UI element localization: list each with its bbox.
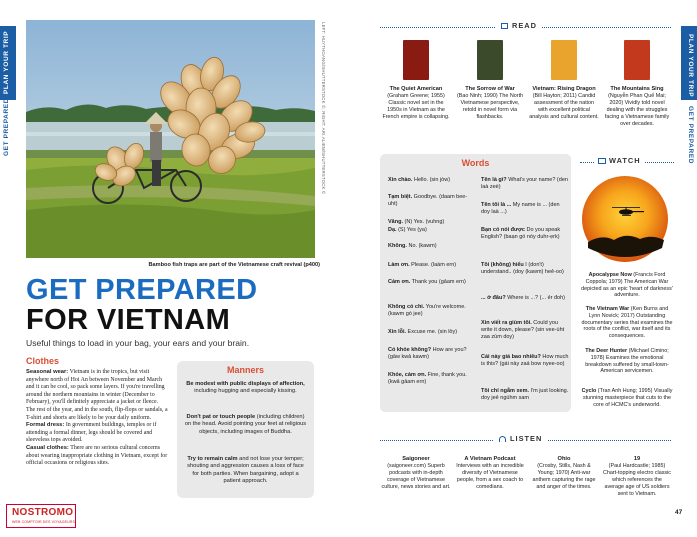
phrase-en: Fine, thank you. (kwả gảam ern) [388,372,467,386]
book-title: The Quiet American [389,86,443,92]
clothes-casual-label: Casual clothes: [26,444,69,451]
bamboo-fish-traps-photo [26,20,315,258]
page-subtitle: Useful things to load in your bag, your ears and your brain. [26,338,250,348]
phrase-item [481,388,569,402]
phrase-en: Excuse me. (sin lōy) [406,329,458,335]
left-edge-plan-label: PLAN YOUR TRIP [3,30,10,94]
clothes-heading: Clothes [26,356,60,366]
phrase-item [388,219,476,226]
listen-title: Ohio [557,456,571,462]
right-edge-tab [681,0,697,537]
phrase-vn: Xin viết ra giùm tôi. [481,320,532,326]
phrase-vn: Dạ. [388,227,397,233]
watch-title: The Deer Hunter [585,348,628,354]
watch-item [580,348,674,375]
book-cover-quiet-american [403,40,429,80]
watermark-stamp [6,504,76,528]
phrase-en: (N) Yes. (vuhng) [402,219,445,225]
manners-box [177,361,314,498]
manners-item-bold: Be modest with public displays of affection, [186,381,305,387]
phrase-vn: Vâng. [388,219,403,225]
phrase-vn: ... ở đâu? [481,295,506,301]
phrase-item [388,304,476,318]
clothes-casual-text: There are no serious cultural concerns about wearing inappropriate clothing in Vietnam, except for official occasions or religious sites. [26,444,168,467]
phrase-item [481,202,569,216]
manners-item-text: and not lose your temper; shouting and aggression causes a loss of face for both parties. When bargaining, adopt a patient approach. [187,456,304,485]
listen-title: A Vietnam Podcast [464,456,516,462]
phrase-item [388,372,476,386]
watch-label-wrap [594,156,645,165]
watch-desc: (Francis Ford Coppola; 1979) The American War depicted as an epic 'heart of darkness' adventure. [581,272,673,299]
phrase-en: I (don't) understand.. (doy (kawm) heẻ-oo) [481,262,564,276]
clothes-formal-text: In government buildings, temples or if attending a formal dinner, legs should be covered and sleeveless tops avoided. [26,422,157,444]
read-label-wrap [496,21,542,30]
book-icon [501,23,508,29]
phrase-item [388,347,476,361]
listen-label: LISTEN [510,434,543,443]
listen-item [455,456,525,491]
phrase-item [388,279,476,286]
words-heading: Words [461,158,490,168]
phrase-en: Could you write it down, please? (sin vee-úht zaa zùm doy) [481,320,565,341]
watch-desc: (Ken Burns and Lynn Novick; 2017) Outstanding documentary series that examines the roots of the conflict, war itself and its consequences. [581,306,673,340]
stamp-brand: NOSTROMO [12,507,74,518]
phrase-item [388,194,476,208]
phrase-en: Goodbye. (daam bee-uht) [388,194,468,208]
watch-item [580,388,674,408]
phrase-vn: Tôi (không) hiểu [481,262,524,268]
manners-item [184,456,307,486]
manners-heading: Manners [226,365,264,375]
listen-header [380,434,671,448]
stamp-sub: WEB COMPTOIR DES VOYAGEURS [12,520,75,524]
phrase-item [481,262,569,276]
photo-credit-text: LEFT: HUYTHOANG/SHUTTERSTOCK ©; RIGHT: ARI.ALIEM/SHUTTERSTOCK © [321,22,326,195]
book-cover-mountains-sing [624,40,650,80]
book-cover-sorrow-of-war [477,40,503,80]
phrase-item [481,177,569,191]
phrase-item [388,329,476,336]
listen-title: Saigoneer [402,456,430,462]
listen-desc: (Paul Hardcastle; 1985) Chart-topping electro classic which references the average age of US soldiers sent to Vietnam. [602,462,671,497]
phrase-item [388,262,476,269]
phrase-en: Hello. (sin jòw) [412,177,451,183]
watch-item [580,272,674,299]
left-edge-tab [0,0,16,537]
phrase-en: Please. (laàm ern) [409,262,457,268]
phrase-en: Where is ...? (... ẻr đoh) [505,295,565,301]
phrase-en: (S) Yes (ya) [396,227,427,233]
book-cover-rising-dragon [551,40,577,80]
phrase-en: You're welcome. (kawm gó jee) [388,304,466,318]
book-desc: (Nguyễn Phan Quế Mai; 2020) Vividly told novel dealing with the struggles facing a Vietnamese family over decades. [604,93,670,127]
book-title: The Sorrow of War [465,86,515,92]
listen-title: 19 [633,456,641,462]
phrase-vn: Cảm ơn. [388,279,411,285]
right-edge-section-label: GET PREPARED [687,106,694,165]
watch-title: The Vietnam War [585,306,630,312]
book-title: Vietnam: Rising Dragon [532,86,596,92]
phrase-en: No. (kawm) [406,243,437,249]
phrase-vn: Bạn có nói được [481,227,525,233]
phrase-vn: Tên là gì? [481,177,507,183]
listen-desc: Interviews with an incredible diversity of Vietnamese people, from a sex coach to comedians. [456,462,524,490]
tv-icon [598,158,606,164]
book-title: The Mountains Sing [610,86,664,92]
phrase-en: My name is ... (den doy laà ...) [481,202,560,216]
phrase-item [481,320,569,341]
headphones-icon [499,436,506,442]
listen-desc: (saigoneer.com) Superb podcasts with in-depth coverage of Vietnamese culture, news stories and art. [381,462,451,490]
photo-caption: Bamboo fish traps are part of the Vietnamese craft revival (p400) [148,262,320,268]
manners-item-text: (including children) on the head. Avoid pointing your feet at religious objects, including images of Buddha. [184,414,307,435]
page-number: 47 [675,509,683,516]
phrase-vn: Tạm biệt. [388,194,413,200]
watch-desc: (Tran Anh Hung; 1995) Visually stunning masterpiece that cuts to the core of HCMC's underworld. [582,388,673,408]
manners-item [184,414,307,436]
words-box [380,154,571,412]
clothes-text [26,369,168,468]
read-label: READ [512,21,537,30]
watch-header [580,156,674,170]
listen-desc: (Crosby, Stills, Nash & Young; 1970) Anti-war anthem capturing the rage and anger of the times. [532,462,596,490]
phrase-en: Thank you (gảam ern) [410,279,466,285]
phrase-vn: Làm ơn. [388,262,410,268]
watch-title: Apocalypse Now [588,272,632,278]
helicopter-sunset-image [582,176,668,262]
book-desc: (Bao Ninh; 1990) The North Vietnamese perspective, retold in novel form via flashbacks. [456,93,524,120]
phrase-item [388,227,476,234]
manners-item-bold: Try to remain calm [187,456,238,462]
phrase-vn: Tôi chỉ ngắm xem. [481,388,529,394]
listen-item [529,456,599,491]
phrase-vn: Xin lỗi. [388,329,407,335]
listen-label-wrap [494,434,547,443]
clothes-seasonal-label: Seasonal wear: [26,369,69,375]
manners-item-text: including hugging and especially kissing. [194,388,297,395]
listen-item [381,456,451,491]
phrase-en: What's your name? (den laà zeè) [481,177,568,191]
watch-label: WATCH [609,156,641,165]
manners-item [184,381,307,396]
phrase-en: How much is this? (gái này zaá bow nyee-oo) [481,354,569,368]
phrase-vn: Tên tôi là ... [481,202,512,208]
watch-item [580,306,674,340]
phrase-vn: Không có chi. [388,304,425,310]
page-title-line1: GET PREPARED [26,274,258,306]
left-edge-section-label: GET PREPARED [3,97,10,156]
phrase-en: How are you? (gǎw kwả kawm) [388,347,467,361]
phrase-vn: Không. [388,243,407,249]
book-desc: (Bill Hayton; 2011) Candid assessment of the nation with excellent political analysis and cultural content. [529,93,599,120]
phrase-item [388,177,476,184]
phrase-en: Do you speak English? (baạn gó nóy duhr-ẹrk) [481,227,561,241]
read-header [380,21,671,35]
phrase-item [388,243,476,250]
manners-item-bold: Don't pat or touch people [186,414,256,420]
phrase-vn: Có khỏe không? [388,347,432,353]
photo-credit [318,22,326,195]
phrase-en: I'm just looking. doy jeẻ ngúhm sam [481,388,569,402]
watch-desc: (Michael Cimino; 1978) Examines the emotional breakdown suffered by small-town-American servicemen. [585,348,669,375]
watch-title: Cyclo [581,388,597,394]
phrase-vn: Cái này giá bao nhiêu? [481,354,541,360]
phrase-vn: Khỏe, cảm ơn. [388,372,427,378]
listen-item [602,456,672,497]
phrase-item [481,354,569,368]
phrase-item [481,295,569,302]
page-title-line2: FOR VIETNAM [26,304,231,336]
phrase-item [481,227,569,241]
right-edge-plan-label: PLAN YOUR TRIP [687,34,694,98]
phrase-vn: Xin chào. [388,177,413,183]
book-desc: (Graham Greene; 1955) Classic novel set in the 1950s in Vietnam as the French empire is collapsing. [382,93,450,120]
clothes-seasonal-text: Vietnam is in the tropics, but visit anywhere north of Hoi An between November and March and it can be cool, so pack some layers. If you're travelling around the northern mountains in winter (December to February), you'll definitely appreciate a jacket or fleece. The rest of the year, and in the south, flip-flops or sandals, a T-shirt and shorts are likely to be your daily uniform. [26,369,168,421]
clothes-formal-label: Formal dress: [26,422,65,429]
